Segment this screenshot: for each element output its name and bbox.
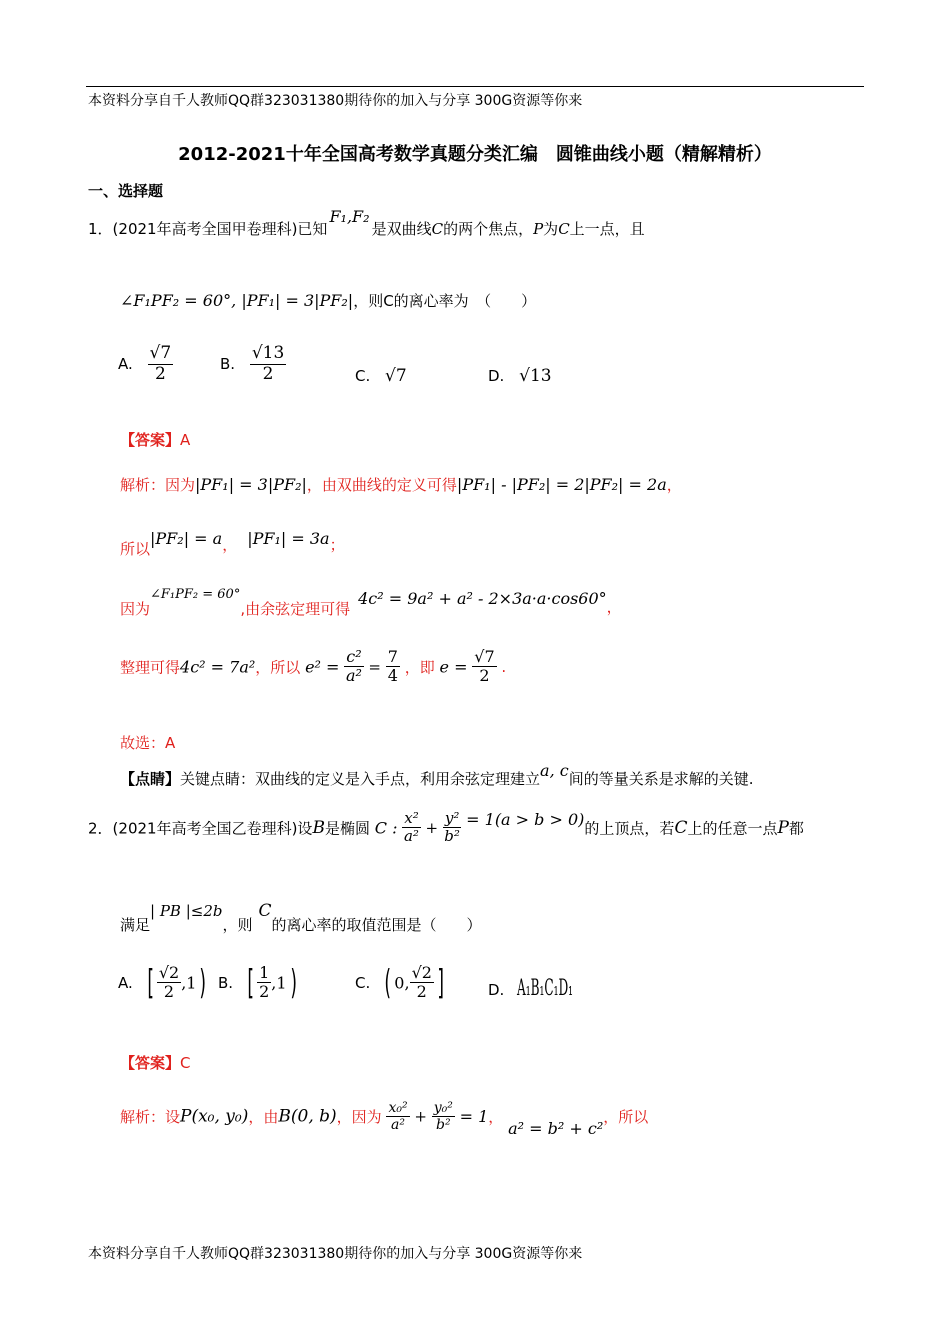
q1-sol4-frac-c2a2 <box>344 648 363 686</box>
q1-solution-line-2 <box>120 528 345 558</box>
q2-solution-line-1 <box>120 1100 649 1139</box>
q2-sol-frac-y-den: b² <box>435 1117 451 1134</box>
q1-sol3-c: ,由余弦定理可得 <box>240 600 351 618</box>
q2-stem-a: 是椭圆 <box>324 819 370 838</box>
q1-sol1-e: ， <box>666 476 682 494</box>
q1-option-b-fraction <box>250 344 286 384</box>
q2-ellipse-tail: = 1(a > b > 0) <box>466 810 585 830</box>
q2-stem-line-2 <box>120 900 482 934</box>
q2-stem-b: 的上顶点，若 <box>584 819 675 838</box>
q1-number: 1． <box>88 220 113 238</box>
q2-var-p: P <box>777 817 789 838</box>
q2-ellipse-c: C : <box>374 818 398 838</box>
q2-sol-frac-x-num: x₀² <box>388 1100 408 1116</box>
q1-answer-value: A <box>180 431 191 449</box>
q1-sol1-math-b: |PF₁| = 3|PF₂| <box>195 475 307 494</box>
q1-sol4-period: . <box>501 657 507 676</box>
q1-sol2-e: ； <box>329 536 345 554</box>
header-note: 本资料分享自千人教师QQ群323031380期待你的加入与分享 300G资源等你来 <box>88 93 583 109</box>
q2-ellipse-y: y² <box>444 809 460 827</box>
q2-var-b: B <box>312 817 325 838</box>
q1-sol4-frac3-den: 2 <box>479 666 490 686</box>
q2-option-a-tail: ,1 <box>181 973 197 993</box>
q2-option-d-value: A₁B₁C₁D₁ <box>517 976 574 1001</box>
q2-ellipse-a: a² <box>403 827 419 846</box>
q1-option-b-num: √13 <box>251 343 285 363</box>
q2-option-d-label: D. <box>488 981 505 999</box>
q2-option-b-num: 1 <box>259 963 270 982</box>
q1-answer <box>120 429 190 450</box>
q1-option-c[interactable] <box>355 366 407 386</box>
q2-number: 2． <box>88 819 113 838</box>
q2-sol-abc: a² = b² + c² <box>508 1119 604 1139</box>
q2-var-c: C <box>674 817 688 838</box>
q2-option-a-left-bracket: [ <box>146 962 154 1003</box>
q1-comment-a: 关键点睛：双曲线的定义是入手点，利用余弦定理建立 <box>180 770 541 788</box>
q2-option-c-label: C. <box>355 973 371 992</box>
q2-option-b-right-paren: ) <box>289 962 297 1003</box>
q2-option-c-right-bracket: ] <box>437 962 444 1003</box>
q2-sol-frac-x <box>386 1100 409 1133</box>
q2-ellipse-frac-y <box>443 810 462 846</box>
q2-option-b-left-bracket: [ <box>247 962 254 1003</box>
q1-var-c: C <box>431 220 444 238</box>
q1-option-a-num: √7 <box>149 343 172 363</box>
q2-option-a-num: √2 <box>158 963 180 982</box>
q1-sol1-math-d: |PF₁| - |PF₂| = 2|PF₂| = 2a <box>456 475 667 494</box>
q1-stem-text-d: 上一点，且 <box>569 220 645 238</box>
q2-line2-c: 的离心率的取值范围是（ ） <box>271 916 482 934</box>
q1-option-b[interactable] <box>220 344 286 384</box>
q1-option-d-value: √13 <box>519 366 552 386</box>
q2-option-c-fraction <box>410 964 434 1002</box>
q2-option-a-label: A. <box>118 973 133 992</box>
q1-sol4-frac1-num: c² <box>346 647 362 666</box>
q2-sol-c: ，由 <box>248 1108 279 1127</box>
q2-condition: | PB |≤2b <box>150 902 223 920</box>
q1-answer-label: 【答案】 <box>120 431 181 449</box>
q1-sol2-c: ， <box>222 536 238 554</box>
q1-sol4-frac3-num: √7 <box>474 647 495 666</box>
q1-option-a[interactable] <box>118 344 173 384</box>
q1-option-c-label: C. <box>355 367 371 385</box>
q1-sol4-math-b: 4c² = 7a² <box>180 657 256 677</box>
q2-option-c-left-paren: ( <box>384 962 391 1003</box>
q2-answer <box>120 1052 191 1073</box>
q1-choose: 故选：A <box>120 734 176 752</box>
q2-answer-label: 【答案】 <box>120 1054 181 1072</box>
q2-source: (2021年高考全国乙卷理科)设 <box>112 819 313 838</box>
q2-var-c-2: C <box>258 901 272 921</box>
q1-sol4-frac1-den: a² <box>345 666 362 686</box>
q2-line2-b: ，则 <box>222 916 253 934</box>
q1-option-d[interactable] <box>488 366 552 386</box>
q1-option-c-value: √7 <box>385 366 407 386</box>
q1-sol1-c: ，由双曲线的定义可得 <box>306 476 457 494</box>
q2-sol-equals-one: = 1 <box>459 1107 489 1127</box>
q2-stem-d: 都 <box>788 819 804 838</box>
q2-option-b-den: 2 <box>259 982 270 1002</box>
q2-sol-frac-x-den: a² <box>391 1117 405 1134</box>
q2-option-a-fraction <box>157 964 181 1002</box>
q1-sol1-a: 解析：因为 <box>120 476 196 494</box>
q1-sol3-a: 因为 <box>120 600 151 618</box>
q2-sol-i: ，所以 <box>603 1108 649 1127</box>
q2-sol-point-p: P(x₀, y₀) <box>180 1106 249 1127</box>
q1-source: (2021年高考全国甲卷理科)已知 <box>112 220 328 238</box>
q1-sol4-a: 整理可得 <box>120 658 181 677</box>
q1-option-a-fraction <box>148 344 174 384</box>
q1-option-b-label: B. <box>220 355 236 374</box>
q2-sol-point-b: B(0, b) <box>278 1106 337 1127</box>
q1-option-d-label: D. <box>488 367 505 385</box>
q1-sol3-e: ， <box>606 598 622 616</box>
q2-sol-frac-y-num: y₀² <box>433 1100 453 1116</box>
q1-sol2-a: 所以 <box>120 540 151 558</box>
q1-sol4-c: ，所以 <box>255 658 301 677</box>
q1-stem-text-a: 是双曲线 <box>371 220 432 238</box>
q1-comment-label: 【点睛】 <box>120 770 181 788</box>
q2-sol-plus: + <box>414 1107 427 1126</box>
q1-stem <box>88 207 645 239</box>
q2-stem <box>88 810 804 846</box>
q1-comment <box>120 761 754 789</box>
q1-var-p: P <box>533 220 544 238</box>
q2-option-a[interactable] <box>118 964 210 1002</box>
q1-sol4-e-equals: e = <box>439 657 468 677</box>
q2-option-b-tail: ,1 <box>271 973 287 993</box>
q1-solution-line-1 <box>120 474 682 495</box>
q2-ellipse-plus: + <box>425 818 439 837</box>
q1-option-a-den: 2 <box>154 363 166 384</box>
q1-ask: ，则C的离心率为 （ ） <box>353 292 537 310</box>
q2-option-b-label: B. <box>218 973 234 992</box>
q1-sol4-frac2-num: 7 <box>387 647 398 666</box>
section-heading: 一、选择题 <box>88 182 164 200</box>
q1-comment-ac: a, c <box>540 761 569 780</box>
q2-ellipse-frac-x <box>402 810 420 846</box>
q2-sol-frac-y <box>432 1100 455 1133</box>
q1-var-c-2: C <box>558 220 570 238</box>
q2-answer-value: C <box>180 1054 191 1072</box>
q2-option-c-head: 0, <box>394 973 410 993</box>
q1-condition-line <box>120 290 536 311</box>
q1-solution-line-3 <box>120 586 622 618</box>
q1-sol4-frac-root7 <box>472 648 496 686</box>
q1-sol3-math-d: 4c² = 9a² + a² - 2×3a·a·cos60° <box>358 589 607 608</box>
q2-option-b-fraction <box>257 964 271 1002</box>
footer-note: 本资料分享自千人教师QQ群323031380期待你的加入与分享 300G资源等你来 <box>88 1246 583 1262</box>
header-rule <box>86 86 864 87</box>
q1-sol2-math-b: |PF₂| = a <box>150 529 223 548</box>
q1-option-a-label: A. <box>118 355 133 374</box>
q2-line2-a: 满足 <box>120 916 151 934</box>
q2-option-a-den: 2 <box>163 982 175 1002</box>
q1-sol4-h: ，即 <box>404 658 435 677</box>
page-title: 2012-2021十年全国高考数学真题分类汇编 圆锥曲线小题（精解精析） <box>178 144 772 165</box>
q1-option-b-den: 2 <box>262 363 274 384</box>
q1-sol4-frac-74 <box>386 648 400 686</box>
q1-stem-text-c: 为 <box>543 220 559 238</box>
q2-sol-e: ，因为 <box>336 1108 382 1127</box>
q2-option-b[interactable] <box>218 964 300 1002</box>
q2-option-a-right-paren: ) <box>199 962 207 1003</box>
q2-ellipse-x: x² <box>404 809 419 827</box>
q1-sol4-e-squared: e² = <box>305 657 340 677</box>
q1-stem-text-b: 的两个焦点， <box>443 220 534 238</box>
q2-stem-c: 上的任意一点 <box>687 819 778 838</box>
q2-ellipse-b: b² <box>444 827 460 846</box>
q1-condition: ∠F₁PF₂ = 60°, |PF₁| = 3|PF₂| <box>120 291 354 310</box>
q2-option-c-num: √2 <box>411 963 432 982</box>
q2-option-d[interactable] <box>488 976 619 1001</box>
q2-sol-g: ， <box>488 1108 504 1127</box>
q1-sol4-equals: = <box>368 657 381 676</box>
q1-sol2-math-d: |PF₁| = 3a <box>247 529 330 548</box>
q1-comment-b: 间的等量关系是求解的关键. <box>568 770 754 788</box>
q2-sol-a: 解析：设 <box>120 1108 181 1127</box>
q1-sol4-frac2-den: 4 <box>387 666 398 686</box>
q1-solution-line-4 <box>120 648 506 686</box>
q1-foci: F₁,F₂ <box>329 207 370 226</box>
q1-sol3-math-b: ∠F₁PF₂ = 60° <box>150 587 241 602</box>
q2-option-c-den: 2 <box>416 982 427 1002</box>
q2-option-c[interactable] <box>355 964 447 1002</box>
